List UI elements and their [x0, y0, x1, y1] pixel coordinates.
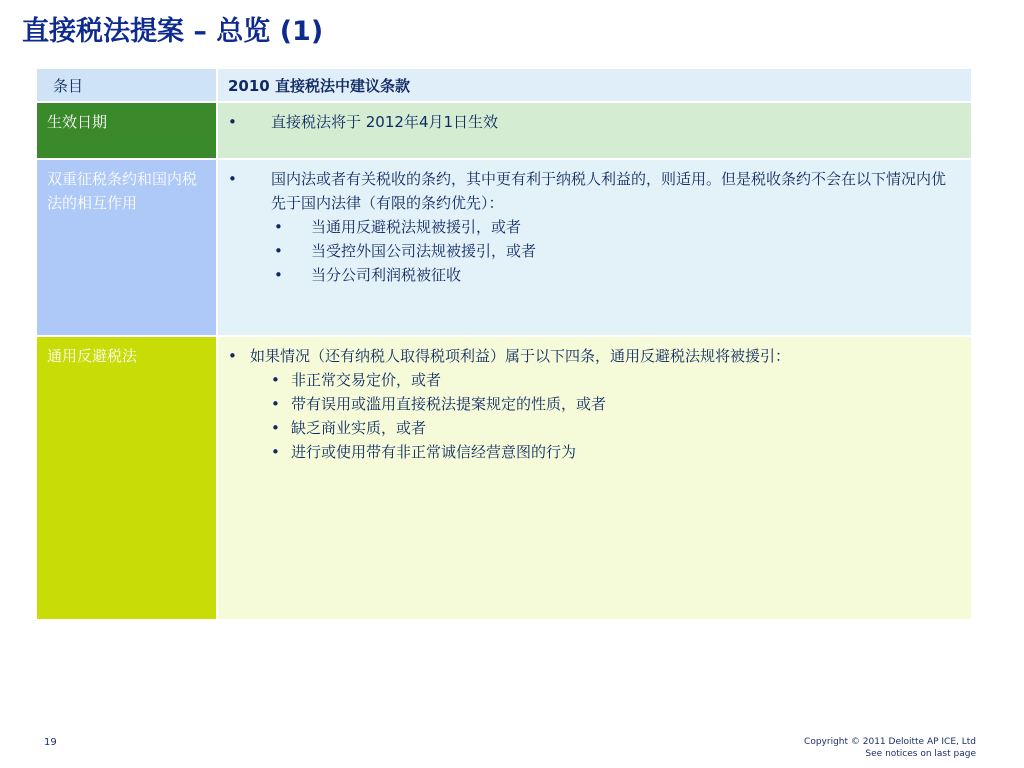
gaar-main-bullet	[228, 344, 957, 368]
gaar-sub-bullet	[228, 440, 957, 464]
copyright-text: Copyright © 2011 Deloitte AP ICE, Ltd	[804, 737, 976, 747]
header-provisions-cell: 2010 直接税法中建议条款	[218, 69, 971, 101]
treaty-sub-text: 当通用反避税法规被援引，或者	[311, 218, 522, 236]
page-number: 19	[44, 737, 57, 748]
treaty-main-bullet	[228, 167, 951, 215]
gaar-content	[218, 337, 971, 619]
gaar-main-text: 如果情况（还有纳税人取得税项利益）属于以下四条，通用反避税法规将被援引：	[250, 347, 791, 365]
gaar-label: 通用反避税法	[37, 337, 216, 619]
bullet-icon: •	[271, 443, 280, 461]
treaty-sub-bullet	[228, 263, 951, 287]
header-item-cell: 条目	[37, 69, 216, 101]
gaar-sub-text: 进行或使用带有非正常诚信经营意图的行为	[291, 443, 577, 461]
gaar-sub-bullet	[228, 368, 957, 392]
bullet-icon: •	[274, 266, 283, 284]
gaar-sub-text: 非正常交易定价，或者	[291, 371, 442, 389]
treaty-interaction-content	[218, 160, 971, 335]
treaty-main-text: 国内法或者有关税收的条约，其中更有利于纳税人利益的，则适用。但是税收条约不会在以下情况内优先于国内法律（有限的条约优先）：	[271, 170, 947, 212]
treaty-sub-bullet	[228, 239, 951, 263]
gaar-sub-text: 缺乏商业实质，或者	[291, 419, 427, 437]
bullet-icon: •	[228, 347, 237, 365]
gaar-sub-bullet	[228, 416, 957, 440]
effective-date-content	[218, 103, 971, 158]
treaty-sub-text: 当受控外国公司法规被援引，或者	[311, 242, 537, 260]
bullet-icon: •	[228, 113, 237, 131]
footer-notice	[804, 736, 976, 760]
bullet-icon: •	[274, 218, 283, 236]
table-row-gaar	[37, 337, 971, 619]
bullet-icon: •	[228, 170, 237, 188]
treaty-interaction-label: 双重征税条约和国内税法的相互作用	[37, 160, 216, 335]
table-header-row	[37, 69, 971, 101]
treaty-sub-text: 当分公司利润税被征收	[311, 266, 462, 284]
notice-text: See notices on last page	[865, 749, 976, 759]
provisions-table	[37, 69, 971, 619]
bullet-icon: •	[271, 371, 280, 389]
bullet-icon: •	[274, 242, 283, 260]
effective-date-bullet	[228, 110, 971, 134]
gaar-sub-text: 带有误用或滥用直接税法提案规定的性质，或者	[291, 395, 607, 413]
bullet-icon: •	[271, 395, 280, 413]
gaar-sub-bullet	[228, 392, 957, 416]
effective-date-label: 生效日期	[37, 103, 216, 158]
treaty-sub-bullet	[228, 215, 951, 239]
bullet-icon: •	[271, 419, 280, 437]
slide-title: 直接税法提案 – 总览 (1)	[22, 16, 324, 47]
effective-date-text: 直接税法将于 2012年4月1日生效	[271, 113, 499, 131]
table-row-treaty-interaction	[37, 160, 971, 335]
table-row-effective-date	[37, 103, 971, 158]
